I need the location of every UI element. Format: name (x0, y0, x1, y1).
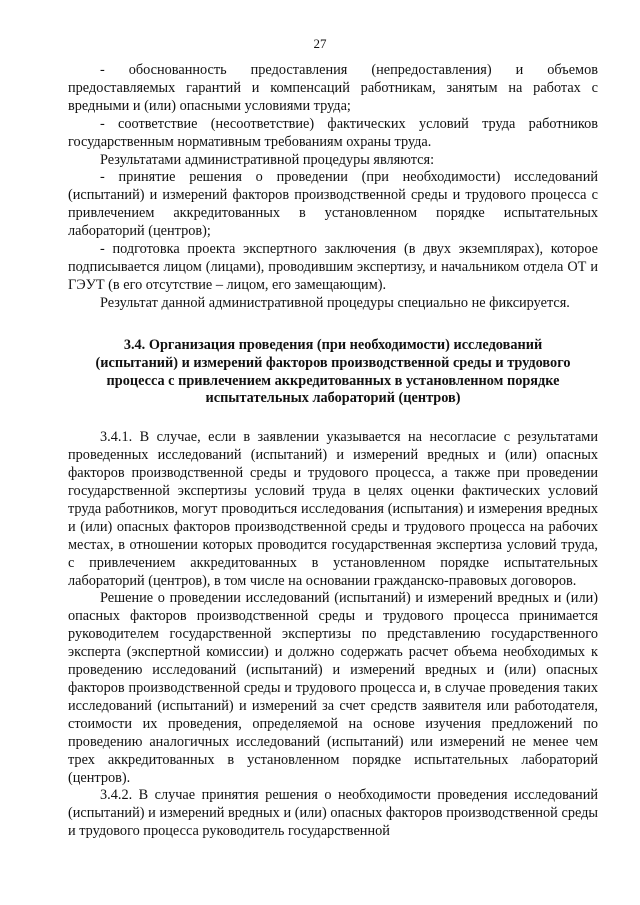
paragraph: Результатами административной процедуры являются: (100, 151, 435, 168)
section-heading-line: 3.4. Организация проведения (при необходимости) исследований (123, 336, 543, 353)
paragraph: Решение о проведении исследований (испытаний) и измерений вредных и (или) опасных факторов производственной среды и трудового процесса принимается руководителем государственной экспертизы по представлению государственного эксперта (экспертной комиссии) и должно содержать расчет объема необходимых к проведению исследований (испытаний) и измерений вредных и (или) опасных факторов производственной среды и трудового процесса и, в случае проведения таких исследований (испытаний) и измерений за счет средств заявителя или работодателя, стоимости их проведения, определяемой на основе изучения предложений по проведению аналогичных исследований (испытаний) или измерений не менее чем трех аккредитованных в установленном порядке испытательных лабораторий (центров). (68, 590, 598, 786)
page-number: 27 (313, 36, 327, 51)
paragraph: 3.4.1. В случае, если в заявлении указывается на несогласие с результатами проведенных исследований (испытаний) и измерений вредных и (или) опасных факторов производственной среды и трудового процесса, а также при проведении государственной экспертизы условий труда в целях оценки фактических условий труда работников, могут проводиться исследования (испытания) и измерения вредных и (или) опасных факторов производственной среды и трудового процесса на рабочих местах, в отношении которых проводится государственная экспертиза условий труда, с привлечением аккредитованных в установленном порядке испытательных лабораторий (центров), в том числе на основании гражданско-правовых договоров. (68, 429, 598, 589)
section-heading (68, 337, 598, 409)
document-body (68, 62, 598, 841)
paragraph: - соответствие (несоответствие) фактических условий труда работников государственным нормативным требованиям охраны труда. (68, 115, 598, 150)
paragraph: - подготовка проекта экспертного заключения (в двух экземплярах), которое подписывается лицом (лицами), проводившим экспертизу, и начальником отдела ОТ и ГЭУТ (в его отсутствие – лицом, его замещающим). (68, 241, 598, 293)
paragraph: - принятие решения о проведении (при необходимости) исследований (испытаний) и измерений факторов производственной среды и трудового процесса с привлечением аккредитованных в установленном порядке испытательных лабораторий (центров); (68, 169, 598, 240)
section-heading-line: испытательных лабораторий (центров) (205, 390, 461, 407)
paragraph: Результат данной административной процедуры специально не фиксируется. (100, 294, 570, 311)
section-heading-line: (испытаний) и измерений факторов производственной среды и трудового (95, 354, 571, 371)
paragraph: - обоснованность предоставления (непредоставления) и объемов предоставляемых гарантий и компенсаций работникам, занятым на работах с вредными и (или) опасными условиями труда; (68, 62, 598, 114)
section-heading-line: процесса с привлечением аккредитованных в установленном порядке (106, 372, 560, 389)
paragraph: 3.4.2. В случае принятия решения о необходимости проведения исследований (испытаний) и измерений вредных и (или) опасных факторов производственной среды и трудового процесса руководитель государственной (68, 787, 598, 840)
